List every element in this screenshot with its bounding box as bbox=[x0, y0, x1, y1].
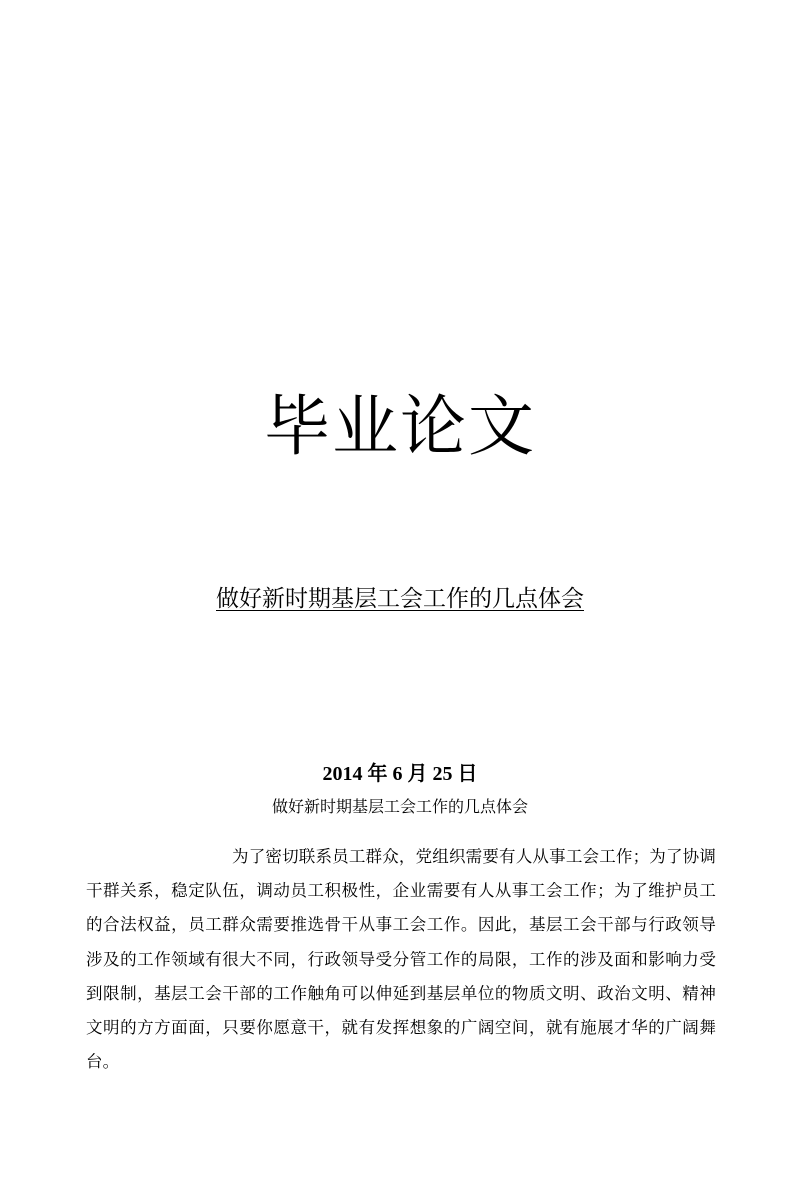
subtitle-text: 做好新时期基层工会工作的几点体会 bbox=[216, 586, 584, 612]
subtitle bbox=[0, 582, 800, 616]
main-title: 毕业论文 bbox=[264, 388, 536, 465]
body-paragraph: 为了密切联系员工群众，党组织需要有人从事工会工作；为了协调干群关系，稳定队伍，调动员工积极性，企业需要有人从事工会工作；为了维护员工的合法权益，员工群众需要推选骨干从事工会工作。因此，基层工会干部与行政领导涉及的工作领域有很大不同，行政领导受分管工作的局限，工作的涉及面和影响力受到限制，基层工会干部的工作触角可以伸延到基层单位的物质文明、政治文明、精神文明的方方面面，只要你愿意干，就有发挥想象的广阔空间，就有施展才华的广阔舞台。 bbox=[86, 847, 716, 1072]
section-heading: 做好新时期基层工会工作的几点体会 bbox=[271, 797, 528, 816]
document-date: 2014 年 6 月 25 日 bbox=[322, 763, 478, 785]
